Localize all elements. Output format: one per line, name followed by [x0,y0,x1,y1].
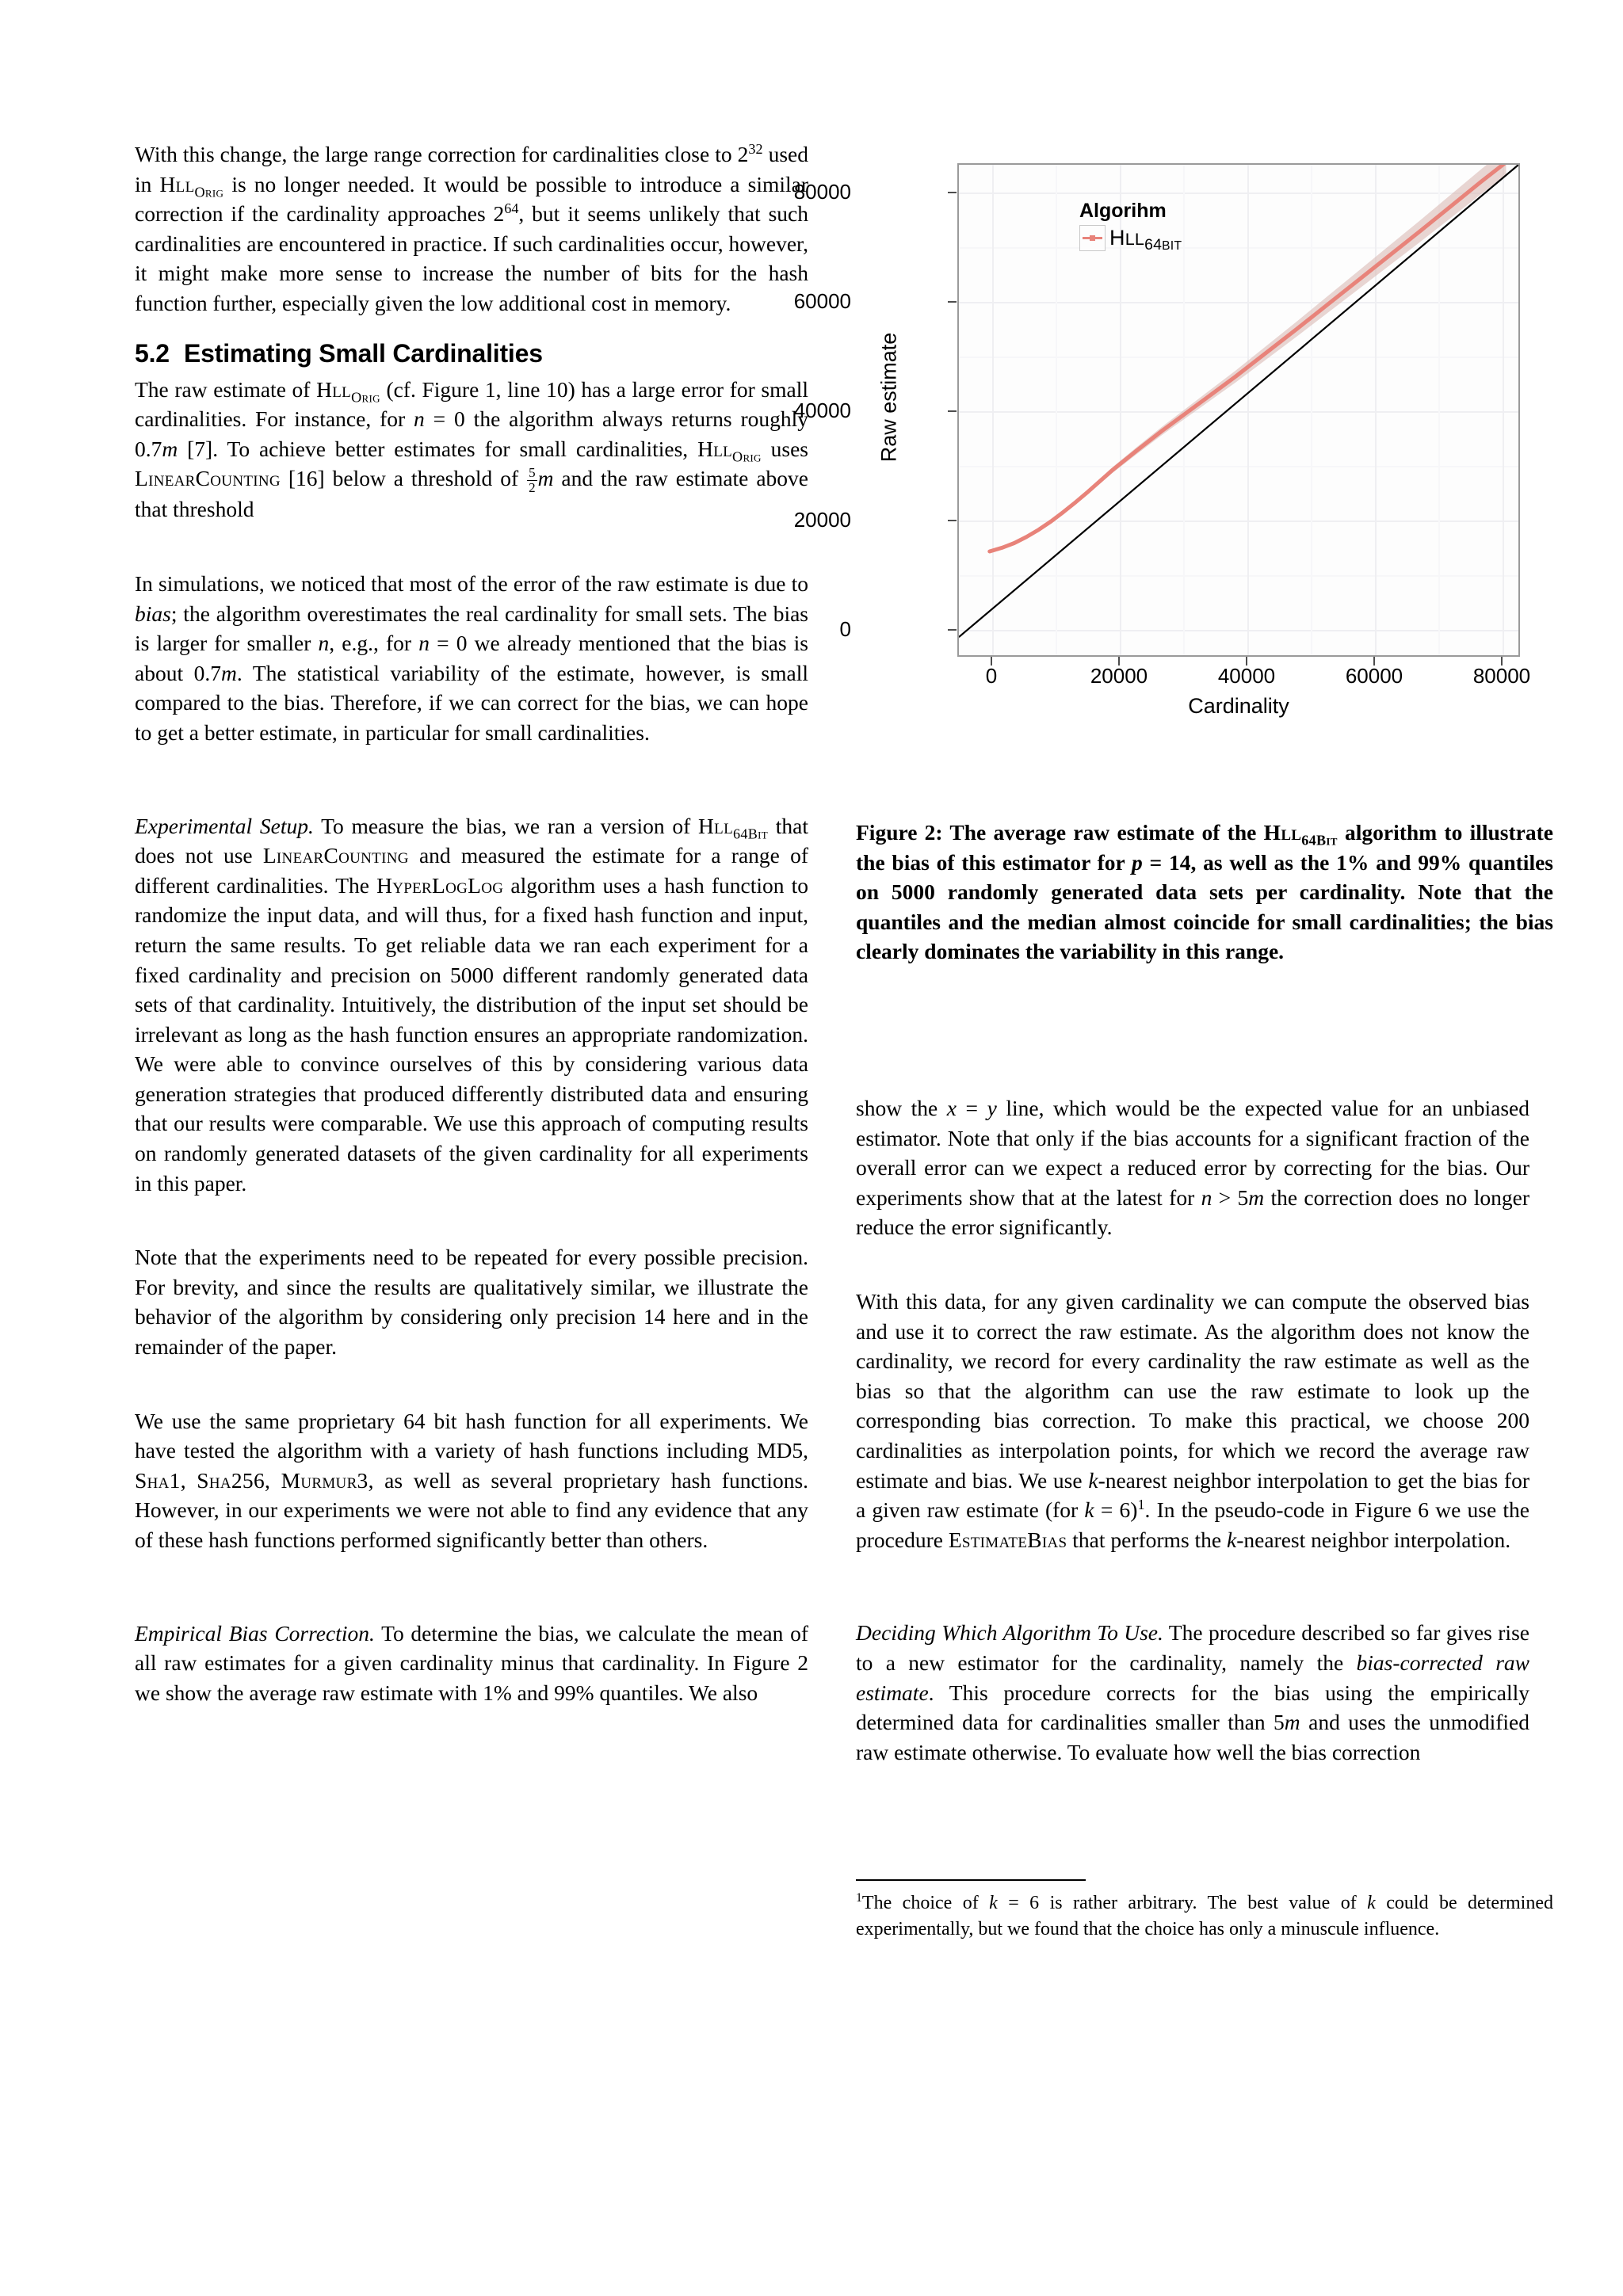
paragraph-gap [135,545,808,569]
paragraph-hash-functions: We use the same proprietary 64 bit hash function for all experiments. We have tested the algorithm with a variety of hash functions including MD5, Sha1, Sha256, Murmur3, as well as several proprietary hash functions. However, in our experiments we were not able to find any evidence that any of these hash functions performed significantly better than others. [135,1408,809,1553]
paragraph-gap [135,1576,808,1619]
footnote-1: $^1$The choice of k = 6 is rather arbitrary. The best value of k could be determined experimentally, but we found that the choice has only a minuscule influence. [856,1891,1554,1939]
chart-plot-area: Raw estimate 80000 60000 40000 20000 0 Algorihm $HLL_{64BIT}$ 0 20000 40000 60000 80000 Cardinality [856,139,1553,773]
chart-panel [957,163,1520,657]
paragraph-gap [856,1575,1529,1618]
paragraph-xy-line: show the x = y line, which would be the expected value for an unbiased estimator. Note that only if the bias accounts for a significant fraction of the overall error can we expect a reduced error by correcting for the bias. Our experiments show that at the latest for n > 5m the correction does no longer reduce the error significantly. [856,1096,1529,1240]
series-line-hll64bit [990,165,1507,551]
paragraph-experimental-setup: Experimental Setup. To measure the bias, we ran a version of Hll$_{64Bit}$ that does not use LinearCounting and measured the estimate for a range of different cardinalities. The HyperLogLog algorithm uses a hash function to randomize the input data, and will thus, for a fixed hash function and input, return the same results. To get reliable data we ran each experiment for a fixed cardinality and precision on 5000 different randomly generated data sets of that cardinality. Intuitively, the distribution of the input set should be irrelevant as long as the hash function ensures an appropriate randomization. We were able to convince ourselves of this by considering various data generation strategies that produced differently distributed data and ensuring that our results were comparable. We use this approach of computing results on randomly generated datasets of the given cardinality for all experiments in this paper. [135,813,809,1196]
y-tick-mark [948,410,957,412]
paragraph-range-correction: With this change, the large range correction for cardinalities close to $2^{32}$ used in Hll$_{Orig}$ is no longer needed. It would be possible to introduce a similar correction if the cardinality approaches $2^{64}$, but it seems unlikely that such cardinalities are encountered in practice. If such cardinalities occur, however, it might make more sense to increase the number of bits for the hash function further, especially given the low additional cost in memory. [135,140,808,315]
legend-entry-label: $HLL_{64BIT}$ [1109,226,1182,254]
paragraph-raw-estimate: The raw estimate of Hll$_{Orig}$ (cf. Figure 1, line 10) has a large error for small cardinalities. For instance, for n = 0 the algorithm always returns roughly 0.7m [7]. To achieve better estimates for small cardinalities, Hll$_{Orig}$ uses LinearCounting [16] below a threshold of $\frac{5}{2}$ m and the raw estimate above that threshold [135,376,809,522]
right-column [856,1093,1529,1767]
y-tick-mark [948,520,957,521]
runin-deciding-algorithm: Deciding Which Algorithm To Use. [856,1620,1163,1646]
paragraph-bias-lookup: With this data, for any given cardinality we can compute the observed bias and use it to correct the raw estimate. As the algorithm does not know the cardinality, we record for every cardinality the raw estimate as well as the bias so that the algorithm can use the raw estimate to look up the corresponding bias correction. To make this practical, we choose 200 cardinalities as interpolation points, for which we record the average raw estimate and bias. We use k-nearest neighbor interpolation to get the bias for a given raw estimate (for k = 6)$^1$. In the pseudo-code in Figure 6 we use the procedure EstimateBias that performs the k-nearest neighbor interpolation. [856,1288,1529,1552]
y-tick-mark [948,301,957,303]
paragraph-gap [135,1383,808,1406]
y-tick-mark [948,192,957,193]
paragraph-gap [135,769,808,811]
y-tick-mark [948,629,957,631]
footnote-separator [856,1879,1086,1881]
figure-number: Figure 2: [856,820,943,845]
left-column [135,139,808,1728]
x-tick-label-40000: 40000 [1217,664,1276,688]
legend-key-icon [1079,225,1106,251]
runin-experimental-setup: Experimental Setup. [135,813,314,838]
section-heading-5-2 [135,339,808,368]
x-axis-label: Cardinality [1188,694,1289,718]
y-axis-label: Raw estimate [876,332,901,463]
paragraph-deciding-algorithm: Deciding Which Algorithm To Use. The procedure described so far gives rise to a new estimator for the cardinality, namely the bias-corrected raw estimate. This procedure corrects for the bias using the empirically determined data for cardinalities smaller than 5m and uses the unmodified raw estimate otherwise. To evaluate how well the bias correction [856,1620,1529,1764]
chart-series-svg [959,165,1518,655]
paragraph-empirical-bias-correction: Empirical Bias Correction. To determine the bias, we calculate the mean of all raw estimates for a given cardinality minus that cardinality. In Figure 2 we show the average raw estimate with 1% and 99% quantiles. We also [135,1620,808,1705]
legend-entry [1079,225,1182,254]
x-tick-label-60000: 60000 [1345,664,1403,688]
x-tick-label-80000: 80000 [1472,664,1531,688]
paragraph-gap [856,1263,1529,1287]
section-title: Estimating Small Cardinalities [184,338,543,368]
x-tick-label-0: 0 [985,664,998,688]
figure-2 [793,139,1553,773]
x-tick-label-20000: 20000 [1090,664,1148,688]
runin-empirical-bias-correction: Empirical Bias Correction. [135,1620,375,1646]
section-number: 5.2 [135,338,170,368]
paragraph-simulations-bias: In simulations, we noticed that most of the error of the raw estimate is due to bias; the algorithm overestimates the real cardinality for small sets. The bias is larger for smaller n, e.g., for n = 0 we already mentioned that the bias is about 0.7m. The statistical variability of the estimate, however, is small compared to the bias. Therefore, if we can correct for the bias, we can hope to get a better estimate, in particular for small cardinalities. [135,570,808,745]
paragraph-gap [135,1219,808,1242]
figure-caption: Figure 2: The average raw estimate of the Hll$_{64Bit}$ algorithm to illustrate the bias of this estimator for p = 14, as well as the 1% and 99% quantiles on 5000 randomly generated data sets per cardinality. Note that the quantiles and the median almost coincide for small cardinalities; the bias clearly dominates the variability in this range. [856,820,1553,964]
legend-title: Algorihm [1079,200,1167,222]
paragraph-precision-note: Note that the experiments need to be repeated for every possible precision. For brevity, and since the results are qualitatively similar, we illustrate the behavior of the algorithm by considering only precision 14 here and in the remainder of the paper. [135,1245,808,1360]
reference-line-x-equals-y [959,165,1518,637]
chart-legend [1079,200,1182,254]
